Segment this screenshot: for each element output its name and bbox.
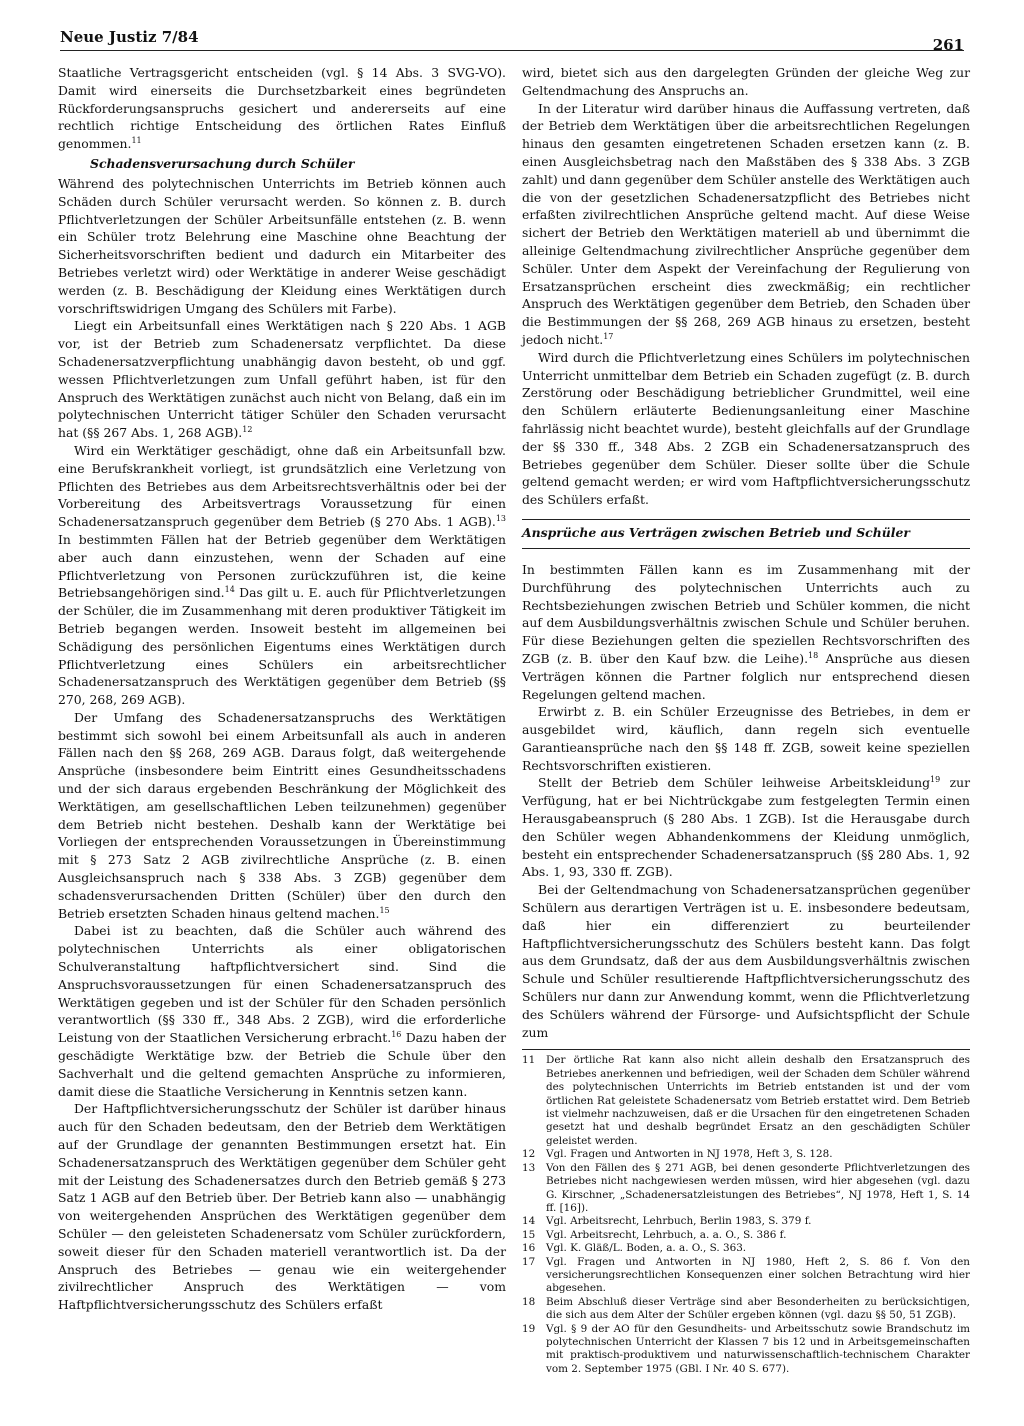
footnotes [522,1054,970,1376]
paragraph: Stellt der Betrieb dem Schüler leihweise Arbeitskleidung$^{19}$ zur Verfügung, hat er bei Nichtrückgabe zum festgelegten Termin einen Herausgabeanspruch (§ 280 Abs. 1 ZGB). Ist die Herausgabe durch den Schüler wegen Abhandenkommens der Kleidung unmöglich, besteht ein entsprechender Schadenersatzanspruch (§§ 280 Abs. 1, 92 Abs. 1, 93, 330 ff. ZGB). [522,775,970,880]
left-column [58,64,506,1314]
footnote: 13 Von den Fällen des § 271 AGB, bei denen gesonderte Pflichtverletzungen des Betriebes nicht nachgewiesen werden müssen, wird hier abgesehen (vgl. dazu G. Kirschner, „Schadenersatzleistungen des Betriebes“, NJ 1978, Heft 1, S. 14 ff. [16]). [522,1161,970,1214]
paragraph: Liegt ein Arbeitsunfall eines Werktätigen nach § 220 Abs. 1 AGB vor, ist der Betrieb zum Schadenersatz verpflichtet. Da diese Schadenersatzverpflichtung unabhängig davon besteht, ob und ggf. wessen Pflichtverletzungen zum Unfall geführt haben, ist für den Anspruch des Werktätigen zunächst auch nicht von Belang, daß ein im polytechnischen Unterricht tätiger Schüler den Schaden verursacht hat (§§ 267 Abs. 1, 268 AGB).$^{12}$ [58,318,506,441]
paragraph: Staatliche Vertragsgericht entscheiden (vgl. § 14 Abs. 3 SVG-VO). Damit wird einerseits die Durchsetzbarkeit eines begründeten Rückforderungsanspruchs gesichert und andererseits auf eine rechtlich richtige Entscheidung des örtlichen Rates Einfluß genommen.$^{11}$ [58,65,506,152]
footnote: 17 Vgl. Fragen und Antworten in NJ 1980, Heft 2, S. 86 f. Von den versicherungsrechtlichen Konsequenzen einer solchen Betrachtung wird hier abgesehen. [522,1255,970,1295]
paragraph: Während des polytechnischen Unterrichts im Betrieb können auch Schäden durch Schüler verursacht werden. So können z. B. durch Pflichtverletzungen der Schüler Arbeitsunfälle entstehen (z. B. wenn ein Schüler trotz Belehrung eine Maschine ohne Beachtung der Sicherheitsvorschriften bedient und dadurch ein Mitarbeiter des Betriebes verletzt wird) oder Werktätige in anderer Weise geschädigt werden (z. B. Beschädigung der Kleidung eines Werktätigen durch vorschriftswidrigen Umgang des Schülers mit Farbe). [58,175,506,316]
footnote: 16 Vgl. K. Gläß/L. Boden, a. a. O., S. 363. [522,1242,747,1255]
paragraph: In bestimmten Fällen kann es im Zusammenhang mit der Durchführung des polytechnischen Unterrichts auch zu Rechtsbeziehungen zwischen Betrieb und Schüler kommen, die nicht auf dem Ausbildungsverhältnis zwischen Schule und Schüler beruhen. Für diese Beziehungen gelten die speziellen Rechtsvorschriften des ZGB (z. B. über den Kauf bzw. die Leihe).$^{18}$ Ansprüche aus diesen Verträgen können die Partner folglich nur entsprechend diesen Regelungen geltend machen. [522,561,970,702]
header-rule [60,50,964,51]
footnote-ref: 15 [379,905,390,915]
paragraph: Wird ein Werktätiger geschädigt, ohne daß ein Arbeitsunfall bzw. eine Berufskrankheit vorliegt, ist grundsätzlich eine Verletzung von Pflichten des Betriebes aus dem Arbeitsrechtsverhältnis oder bei der Vorbereitung des Arbeitsvertrags Voraussetzung für einen Schadenersatzanspruch gegenüber dem Betrieb (§ 270 Abs. 1 AGB).$^{13}$ In bestimmten Fällen hat der Betrieb gegenüber dem Werktätigen aber auch dann einzustehen, wenn der Schaden auf eine Pflichtverletzung von Personen zurückzuführen ist, die keine Betriebsangehörigen sind.$^{14}$ Das gilt u. E. auch für Pflichtverletzungen der Schüler, die im Zusammenhang mit deren produktiver Tätigkeit im Betrieb begangen werden. Insoweit besteht im allgemeinen bei Schädigung des persönlichen Eigentums eines Werktätigen durch Pflichtverletzung eines Schülers ein arbeitsrechtlicher Schadenersatzanspruch des Werktätigen gegenüber dem Betrieb (§§ 270, 268, 269 AGB). [58,442,506,708]
footnote-ref: 13 [495,514,506,523]
footnote-ref: 12 [242,425,253,435]
footnote: 15 Vgl. Arbeitsrecht, Lehrbuch, a. a. O., S. 386 f. [522,1228,787,1241]
section-heading: Ansprüche aus Verträgen zwischen Betrieb und Schüler [522,524,910,540]
paragraph: Erwirbt z. B. ein Schüler Erzeugnisse des Betriebes, in dem er ausgebildet wird, käuflich, dann regeln sich eventuelle Garantieansprüche nach den §§ 148 ff. ZGB, soweit keine speziellen Rechtsvorschriften existieren. [522,704,970,773]
footnote-ref: 14 [224,585,235,595]
footnote: 18 Beim Abschluß dieser Verträge sind aber Besonderheiten zu berücksichtigen, die sich aus dem Alter der Schüler ergeben können (vgl. dazu §§ 50, 51 ZGB). [522,1295,970,1322]
section-heading: Schadensverursachung durch Schüler [90,155,355,171]
paragraph: Bei der Geltendmachung von Schadenersatzansprüchen gegenüber Schülern aus derartigen Verträgen ist u. E. insbesondere bedeutsam, daß hier ein differenziert zu beurteilender Haftpflichtversicherungsschutz des Schülers besteht kann. Das folgt aus dem Grundsatz, daß der aus dem Ausbildungsverhältnis zwischen Schule und Schüler resultierende Haftpflichtversicherungsschutz des Schülers nur dann zur Anwendung kommt, wenn die Pflichtverletzung des Schülers während der Fürsorge- und Aufsichtspflicht der Schule zum [522,882,970,1040]
paragraph: Wird durch die Pflichtverletzung eines Schülers im polytechnischen Unterricht unmittelbar dem Betrieb ein Schaden zugefügt (z. B. durch Zerstörung oder Beschädigung betrieblicher Grundmittel, weil eine den Schülern erläuterte Bedienungsanleitung einer Maschine fahrlässig nicht beachtet wurde), besteht gleichfalls auf der Grundlage der §§ 330 ff., 348 Abs. 2 ZGB ein Schadenersatzanspruch des Betriebes gegenüber dem Schüler. Dieser sollte über die Schule geltend gemacht werden; er wird vom Haftpflichtversicherungsschutz des Schülers erfaßt. [522,349,970,508]
footnote: 19 Vgl. § 9 der AO für den Gesundheits- und Arbeitsschutz sowie Brandschutz im polytechnischen Unterricht der Klassen 7 bis 12 und in Arbeitsgemeinschaften mit praktisch-produktivem und naturwissenschaftlich-technischem Charakter vom 2. September 1975 (GBl. I Nr. 40 S. 677). [522,1322,970,1375]
paragraph: Der Haftpflichtversicherungsschutz der Schüler ist darüber hinaus auch für den Schaden bedeutsam, den der Betrieb dem Werktätigen auf der Grundlage der genannten Bestimmungen ersetzt hat. Ein Schadenersatzanspruch des Werktätigen gegenüber dem Schüler geht mit der Leistung des Schadenersatzes durch den Betrieb gemäß § 273 Satz 1 AGB auf den Betrieb über. Der Betrieb kann also — unabhängig von weitergehenden Ansprüchen des Werktätigen gegenüber dem Schüler — den geleisteten Schadenersatz vom Schüler zurückfordern, soweit dieser für den Schaden materiell verantwortlich ist. Da der Anspruch des Betriebes — genau wie ein weitergehender zivilrechtlicher Anspruch des Werktätigen — vom Haftpflichtversicherungsschutz des Schülers erfaßt [58,1101,506,1313]
footnote-rule [522,1049,970,1050]
paragraph: Der Umfang des Schadenersatzanspruchs des Werktätigen bestimmt sich sowohl bei einem Arbeitsunfall als auch in anderen Fällen nach den §§ 268, 269 AGB. Daraus folgt, daß weitergehende Ansprüche (insbesondere beim Eintritt eines Gesundheitsschadens und der sich daraus ergebenden Beschränkung der Möglichkeit des Werktätigen, am gesellschaftlichen Leben teilzunehmen) gegenüber dem Betrieb nicht bestehen. Deshalb kann der Werktätige bei Vorliegen der entsprechenden Voraussetzungen in Übereinstimmung mit § 273 Satz 2 AGB zivilrechtliche Ansprüche (z. B. einen Ausgleichsanspruch nach § 338 Abs. 3 ZGB) gegenüber dem schadensverursachenden Dritten (Schüler) über den durch den Betrieb ersetzten Schaden hinaus geltend machen.$^{15}$ [58,709,506,921]
footnote: 11 Der örtliche Rat kann also nicht allein deshalb den Ersatzanspruch des Betriebes anerkennen und befriedigen, weil der Schaden dem Schüler während des polytechnischen Unterrichts im Betrieb entstanden ist und der vom örtlichen Rat geleistete Schadenersatz vom Betrieb erstattet wird. Dem Betrieb ist vielmehr nachzuweisen, daß er die Ursachen für den eingetretenen Schaden gesetzt hat und deshalb begründet Ersatz an den geschädigten Schüler geleistet werden. [522,1054,970,1147]
footnote-ref: 16 [391,1030,402,1040]
page-number: 261 [932,36,964,54]
page-header [60,28,964,56]
paragraph: wird, bietet sich aus den dargelegten Gründen der gleiche Weg zur Geltendmachung des Anspruchs an. [522,65,970,98]
footnote-ref: 17 [603,331,614,341]
paragraph: Dabei ist zu beachten, daß die Schüler auch während des polytechnischen Unterrichts als einer obligatorischen Schulveranstaltung haftpflichtversichert sind. Sind die Anspruchsvoraussetzungen für einen Schadenersatzanspruch des Werktätigen gegeben und ist der Schüler für den Schaden persönlich verantwortlich (§§ 330 ff., 348 Abs. 2 ZGB), wird die erforderliche Leistung von der Staatlichen Versicherung erbracht.$^{16}$ Dazu haben der geschädigte Werktätige bzw. der Betrieb die Schule über den Sachverhalt und die geltend gemachten Ansprüche zu informieren, damit diese die Staatliche Versicherung in Kenntnis setzen kann. [58,923,506,1099]
right-column [522,64,970,1376]
section-heading-box [522,519,970,549]
footnote: 14 Vgl. Arbeitsrecht, Lehrbuch, Berlin 1983, S. 379 f. [522,1215,812,1228]
footnote-ref: 19 [930,775,941,785]
footnote-ref: 11 [131,136,142,146]
paragraph: In der Literatur wird darüber hinaus die Auffassung vertreten, daß der Betrieb dem Werktätigen über die arbeitsrechtlichen Regelungen hinaus den gesamten eingetretenen Schaden ersetzen kann (z. B. einen Ausgleichsbetrag nach den Maßstäben des § 338 Abs. 3 ZGB zahlt) und dann gegenüber dem Schüler anstelle des Werktätigen auch die von der gesetzlichen Schadenersatzpflicht des Betriebes nicht erfaßten zivilrechtlichen Ansprüche geltend macht. Auf diese Weise sichert der Betrieb den Werktätigen materiell ab und übernimmt die alleinige Geltendmachung zivilrechtlicher Ansprüche gegenüber dem Schüler. Unter dem Aspekt der Vereinfachung der Regulierung von Ersatzansprüchen erscheint dies zweckmäßig; ein rechtlicher Anspruch des Werktätigen gegenüber dem Betrieb, den Schaden über die Bestimmungen der §§ 268, 269 AGB hinaus zu ersetzen, besteht jedoch nicht.$^{17}$ [522,100,970,347]
footnote-ref: 18 [808,650,819,660]
journal-title: Neue Justiz 7/84 [60,28,199,46]
footnote: 12 Vgl. Fragen und Antworten in NJ 1978, Heft 3, S. 128. [522,1148,833,1161]
